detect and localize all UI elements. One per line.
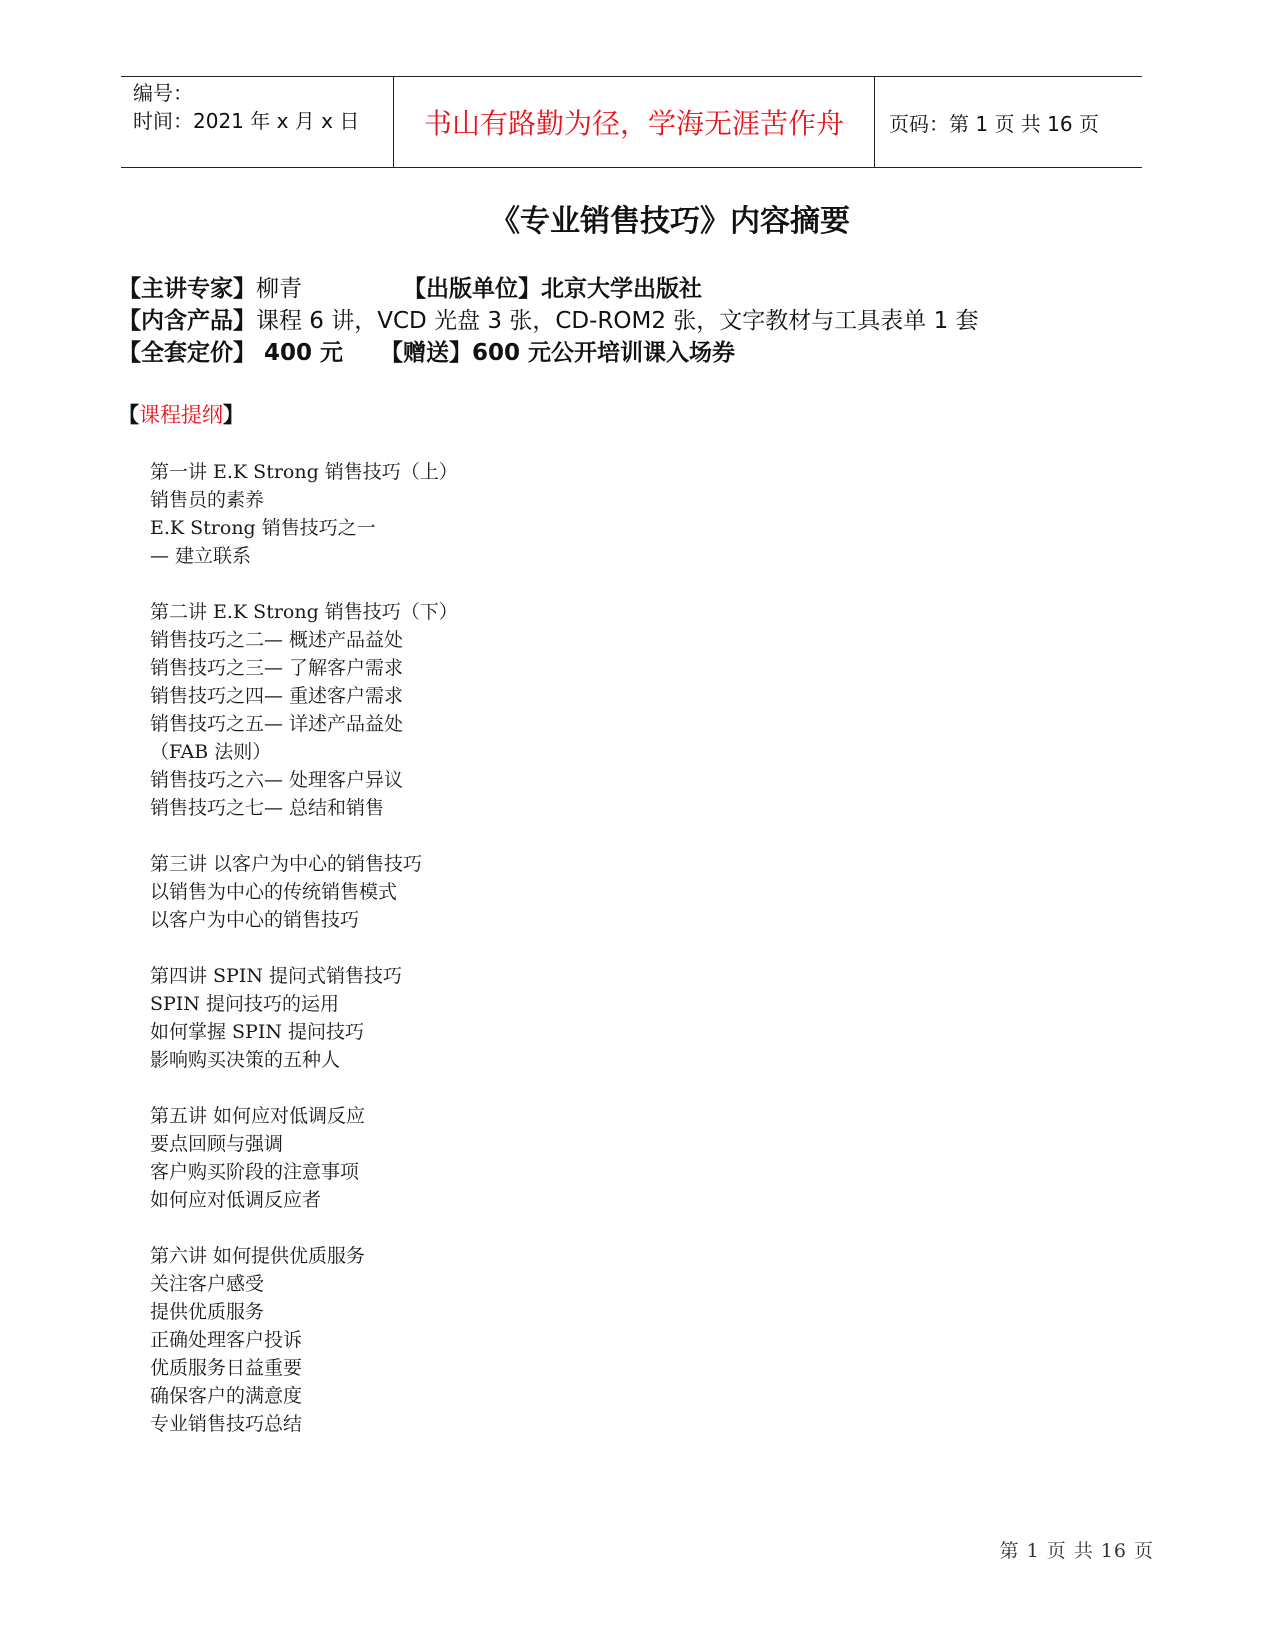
lecture-item: 要点回顾与强调 [150, 1133, 284, 1155]
lecture-block [150, 598, 850, 822]
lecture-block [150, 962, 850, 1074]
lecture-item: 销售技巧之二— 概述产品益处 [150, 629, 404, 651]
outline-bracket-close: 】 [223, 403, 244, 427]
gift-label: 【赠送】 [380, 340, 472, 366]
lecture-item: 确保客户的满意度 [150, 1385, 303, 1407]
lecture-item: 客户购买阶段的注意事项 [150, 1161, 360, 1183]
lecture-item: 以客户为中心的销售技巧 [150, 909, 360, 931]
lecture-title: 第六讲 如何提供优质服务 [150, 1245, 366, 1267]
expert-label: 【主讲专家】 [118, 276, 256, 302]
products-value: 课程 6 讲，VCD 光盘 3 张，CD-ROM2 张，文字教材与工具表单 1 套 [256, 308, 979, 334]
number-label: 编号： [133, 81, 193, 105]
lecture-block [150, 1102, 850, 1214]
gift-value: 600 元公开培训课入场券 [472, 340, 736, 366]
document-title: 《专业销售技巧》内容摘要 [490, 204, 850, 239]
lecture-block [150, 458, 850, 570]
lecture-item: 如何应对低调反应者 [150, 1189, 322, 1211]
lecture-item: 销售技巧之六— 处理客户异议 [150, 769, 404, 791]
lecture-item: 优质服务日益重要 [150, 1357, 303, 1379]
outline-heading [118, 399, 244, 429]
lecture-item: 销售技巧之三— 了解客户需求 [150, 657, 404, 679]
price-value: 400 元 [256, 340, 344, 366]
lecture-item: 销售技巧之四— 重述客户需求 [150, 685, 404, 707]
lecture-item: （FAB 法则） [150, 741, 272, 763]
lecture-title: 第五讲 如何应对低调反应 [150, 1105, 366, 1127]
lecture-title: 第二讲 E.K Strong 销售技巧（下） [150, 601, 458, 623]
lecture-item: 销售员的素养 [150, 489, 265, 511]
outline-title: 课程提纲 [139, 403, 223, 427]
lecture-item: 正确处理客户投诉 [150, 1329, 303, 1351]
outline-bracket-open: 【 [118, 403, 139, 427]
info-line-expert [118, 270, 702, 303]
lecture-item: SPIN 提问技巧的运用 [150, 993, 339, 1015]
lecture-title: 第一讲 E.K Strong 销售技巧（上） [150, 461, 458, 483]
lecture-item: 以销售为中心的传统销售模式 [150, 881, 398, 903]
time-label: 时间：2021 年 x 月 x 日 [133, 109, 360, 133]
lecture-item: E.K Strong 销售技巧之一 [150, 517, 376, 539]
motto: 书山有路勤为径，学海无涯苦作舟 [394, 77, 875, 168]
gift-block [380, 334, 735, 367]
info-line-products [118, 302, 979, 335]
course-outline [150, 458, 850, 1466]
products-label: 【内含产品】 [118, 308, 256, 334]
lecture-item: 销售技巧之七— 总结和销售 [150, 797, 385, 819]
expert-value: 柳青 [256, 276, 302, 302]
lecture-title: 第四讲 SPIN 提问式销售技巧 [150, 965, 403, 987]
lecture-item: 专业销售技巧总结 [150, 1413, 303, 1435]
info-line-price [118, 334, 736, 367]
page-label: 页码：第 1 页 共 16 页 [875, 77, 1143, 168]
lecture-block [150, 850, 850, 934]
publisher-value: 北京大学出版社 [541, 276, 702, 302]
lecture-item: — 建立联系 [150, 545, 252, 567]
lecture-item: 关注客户感受 [150, 1273, 265, 1295]
lecture-item: 销售技巧之五— 详述产品益处 [150, 713, 404, 735]
header-table [121, 76, 1142, 168]
publisher-label: 【出版单位】 [403, 276, 541, 302]
lecture-item: 如何掌握 SPIN 提问技巧 [150, 1021, 365, 1043]
lecture-item: 提供优质服务 [150, 1301, 265, 1323]
lecture-block [150, 1242, 850, 1438]
header-left-cell [121, 77, 394, 168]
publisher-block [403, 270, 702, 303]
lecture-item: 影响购买决策的五种人 [150, 1049, 341, 1071]
page-footer: 第 1 页 共 16 页 [999, 1540, 1154, 1562]
lecture-title: 第三讲 以客户为中心的销售技巧 [150, 853, 423, 875]
price-label: 【全套定价】 [118, 340, 256, 366]
